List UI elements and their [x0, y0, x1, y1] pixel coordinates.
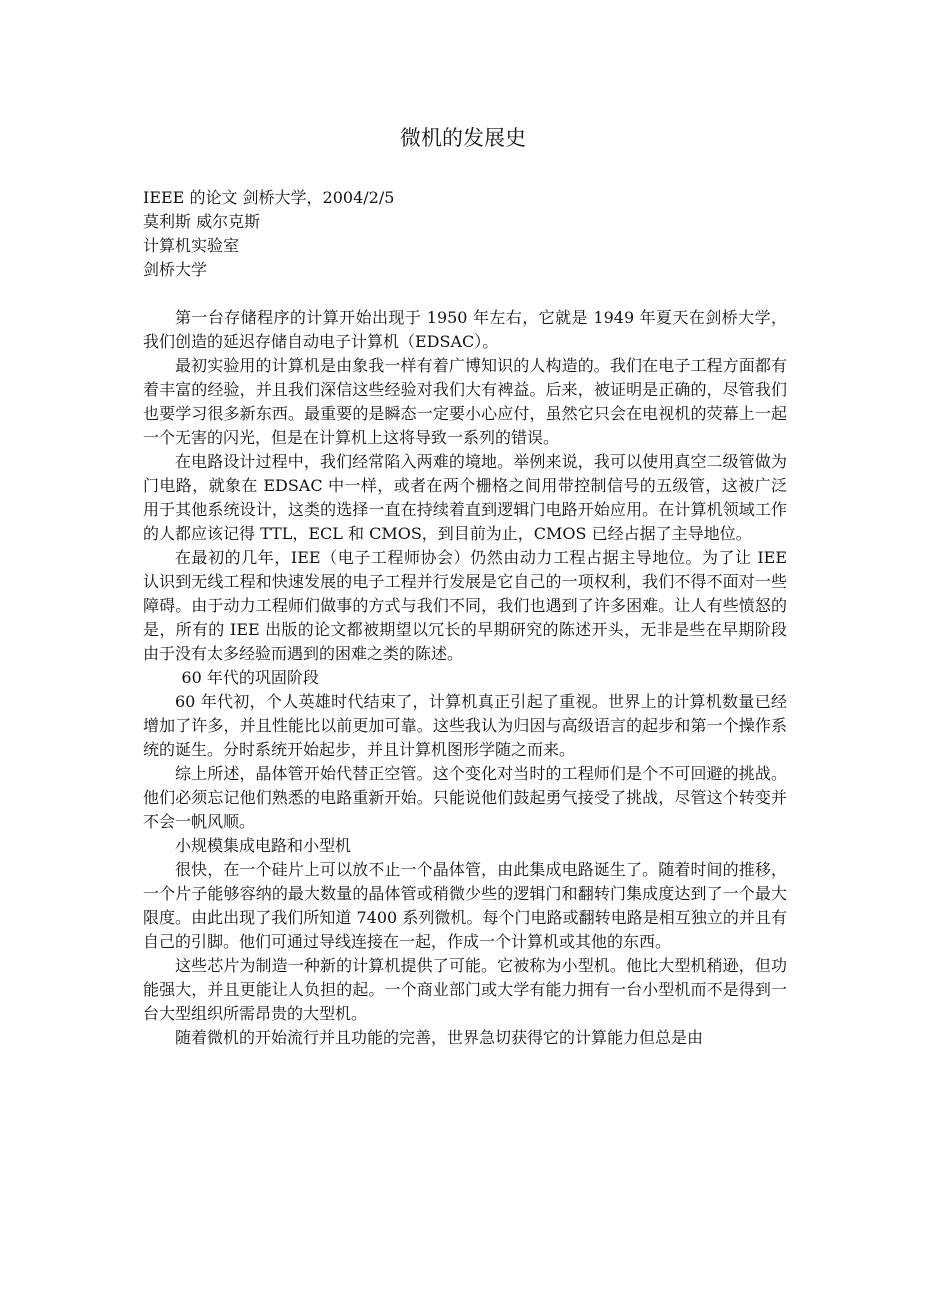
meta-line-publication: IEEE 的论文 剑桥大学，2004/2/5: [143, 188, 395, 207]
paragraph: 在电路设计过程中，我们经常陷入两难的境地。举例来说，我可以使用真空二级管做为门电路，就象在 EDSAC 中一样，或者在两个栅格之间用带控制信号的五级管，这被广泛用于其他系统设计，这类的选择一直在持续着直到逻辑门电路开始应用。在计算机领域工作的人都应该记得 TTL，ECL 和 CMOS，到目前为止，CMOS 已经占据了主导地位。: [143, 452, 787, 543]
section-heading-60s: 60 年代的巩固阶段: [181, 668, 319, 687]
meta-line-author: 莫利斯 威尔克斯: [143, 212, 261, 231]
paragraph: 随着微机的开始流行并且功能的完善，世界急切获得它的计算能力但总是由: [175, 1028, 704, 1047]
paragraph: 60 年代初，个人英雄时代结束了，计算机真正引起了重视。世界上的计算机数量已经增加了许多，并且性能比以前更加可靠。这些我认为归因与高级语言的起步和第一个操作系统的诞生。分时系统开始起步，并且计算机图形学随之而来。: [143, 692, 787, 759]
paragraph: 最初实验用的计算机是由象我一样有着广博知识的人构造的。我们在电子工程方面都有着丰富的经验，并且我们深信这些经验对我们大有裨益。后来，被证明是正确的，尽管我们也要学习很多新东西。最重要的是瞬态一定要小心应付，虽然它只会在电视机的荧幕上一起一个无害的闪光，但是在计算机上这将导致一系列的错误。: [143, 356, 787, 447]
document-meta: [143, 186, 793, 282]
paragraph: 这些芯片为制造一种新的计算机提供了可能。它被称为小型机。他比大型机稍逊，但功能强大，并且更能让人负担的起。一个商业部门或大学有能力拥有一台小型机而不是得到一台大型组织所需昂贵的大型机。: [143, 956, 787, 1023]
section-heading-ssi: 小规模集成电路和小型机: [175, 836, 352, 855]
paragraph: 很快，在一个硅片上可以放不止一个晶体管，由此集成电路诞生了。随着时间的推移，一个片子能够容纳的最大数量的晶体管或稍微少些的逻辑门和翻转门集成度达到了一个最大限度。由此出现了我们所知道 7400 系列微机。每个门电路或翻转电路是相互独立的并且有自己的引脚。他们可通过导线连接在一起，作成一个计算机或其他的东西。: [143, 860, 787, 951]
document-title: 微机的发展史: [400, 126, 526, 150]
meta-line-lab: 计算机实验室: [143, 236, 240, 255]
meta-line-university: 剑桥大学: [143, 260, 208, 279]
paragraph: 第一台存储程序的计算开始出现于 1950 年左右，它就是 1949 年夏天在剑桥大学，我们创造的延迟存储自动电子计算机（EDSAC）。: [143, 308, 787, 351]
paragraph: 在最初的几年，IEE（电子工程师协会）仍然由动力工程占据主导地位。为了让 IEE 认识到无线工程和快速发展的电子工程并行发展是它自己的一项权利，我们不得不面对一些障碍。由于动力工程师们做事的方式与我们不同，我们也遇到了许多困难。让人有些愤怒的是，所有的 IEE 出版的论文都被期望以冗长的早期研究的陈述开头，无非是些在早期阶段由于没有太多经验而遇到的困难之类的陈述。: [143, 548, 787, 663]
document-body: [143, 306, 787, 1050]
paragraph: 综上所述，晶体管开始代替正空管。这个变化对当时的工程师们是个不可回避的挑战。他们必须忘记他们熟悉的电路重新开始。只能说他们鼓起勇气接受了挑战，尽管这个转变并不会一帆风顺。: [143, 764, 787, 831]
